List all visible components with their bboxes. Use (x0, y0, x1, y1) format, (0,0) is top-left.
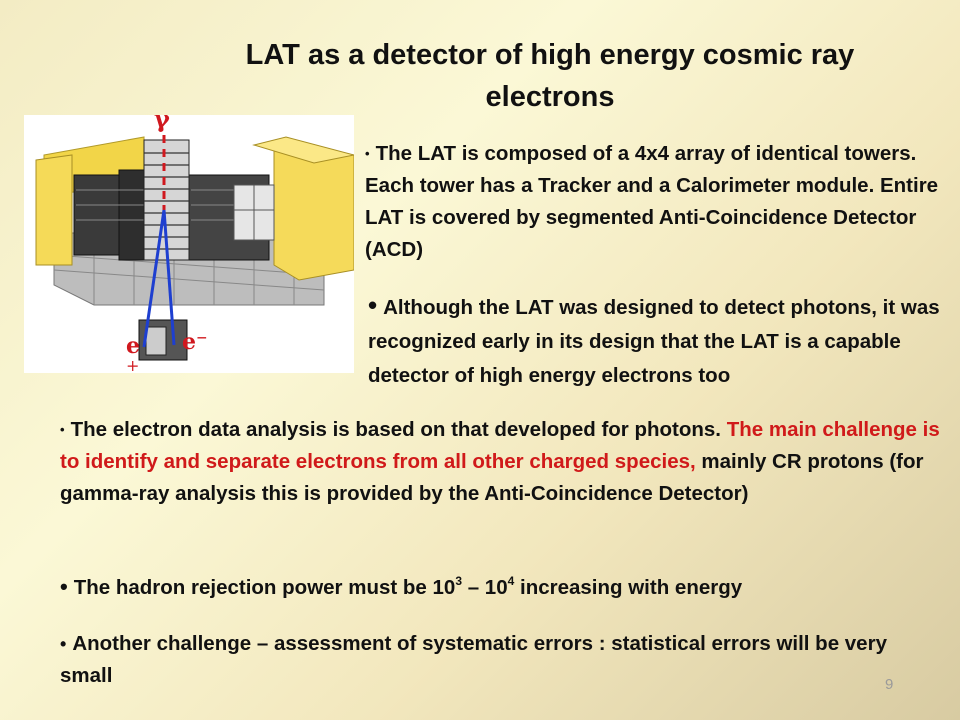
hadron-rejection-pre: The hadron rejection power must be 10 (73, 576, 456, 599)
positron-sign: + (126, 356, 140, 373)
bullet-electron-analysis-tail: mainly CR protons (for gamma-ray analysis this is provided by the Anti-Coincidence Detector) (60, 450, 924, 505)
slide-title: LAT as a detector of high energy cosmic ray electrons (245, 39, 855, 113)
bullet-electron-analysis-text: The electron data analysis is based on that developed for photons. (70, 418, 721, 441)
bullet-lat-composition: • The LAT is composed of a 4x4 array of identical towers. Each tower has a Tracker and a Calorimeter module. Entire LAT is covered by segmented Anti-Coincidence Detector (ACD) (365, 142, 939, 261)
exponent-4: 4 (507, 574, 515, 588)
exponent-3: 3 (455, 574, 462, 588)
positron-label: e (126, 333, 140, 359)
bullet-systematic-errors-text: Another challenge – assessment of systematic errors : statistical errors will be very small (60, 632, 887, 687)
bullet-systematic-errors: • Another challenge – assessment of systematic errors : statistical errors will be very small (60, 632, 887, 687)
bullet-main-challenge-text: The main challenge is to identify and separate electrons from all other charged species, (60, 418, 940, 473)
bullet-lat-electrons-text: Although the LAT was designed to detect photons, it was recognized early in its design that the LAT is a capable detector of high energy electrons too (368, 296, 940, 387)
gamma-label: γ (154, 115, 170, 133)
bullet-electron-analysis: • The electron data analysis is based on that developed for photons. The main challenge is to identify and separate electrons from all other charged species, mainly CR protons (for gamma-ray analysis this is provided by the Anti-Coincidence Detector) (60, 418, 940, 505)
hadron-rejection-mid: – 10 (462, 576, 508, 599)
bullet-lat-electrons: • Although the LAT was designed to detect photons, it was recognized early in its design that the LAT is a capable detector of high energy electrons too (368, 290, 940, 387)
page-number: 9 (885, 676, 894, 693)
bullet-hadron-rejection: • The hadron rejection power must be $10^3 - 10^4$ increasing with energy (60, 574, 743, 599)
bullet-lat-composition-text: The LAT is composed of a 4x4 array of identical towers. Each tower has a Tracker and a Calorimeter module. Entire LAT is covered by segmented Anti-Coincidence Detector (ACD) (365, 142, 939, 261)
lat-detector-figure (24, 115, 354, 373)
hadron-rejection-post: increasing with energy (514, 576, 743, 599)
electron-label: e⁻ (182, 329, 208, 355)
